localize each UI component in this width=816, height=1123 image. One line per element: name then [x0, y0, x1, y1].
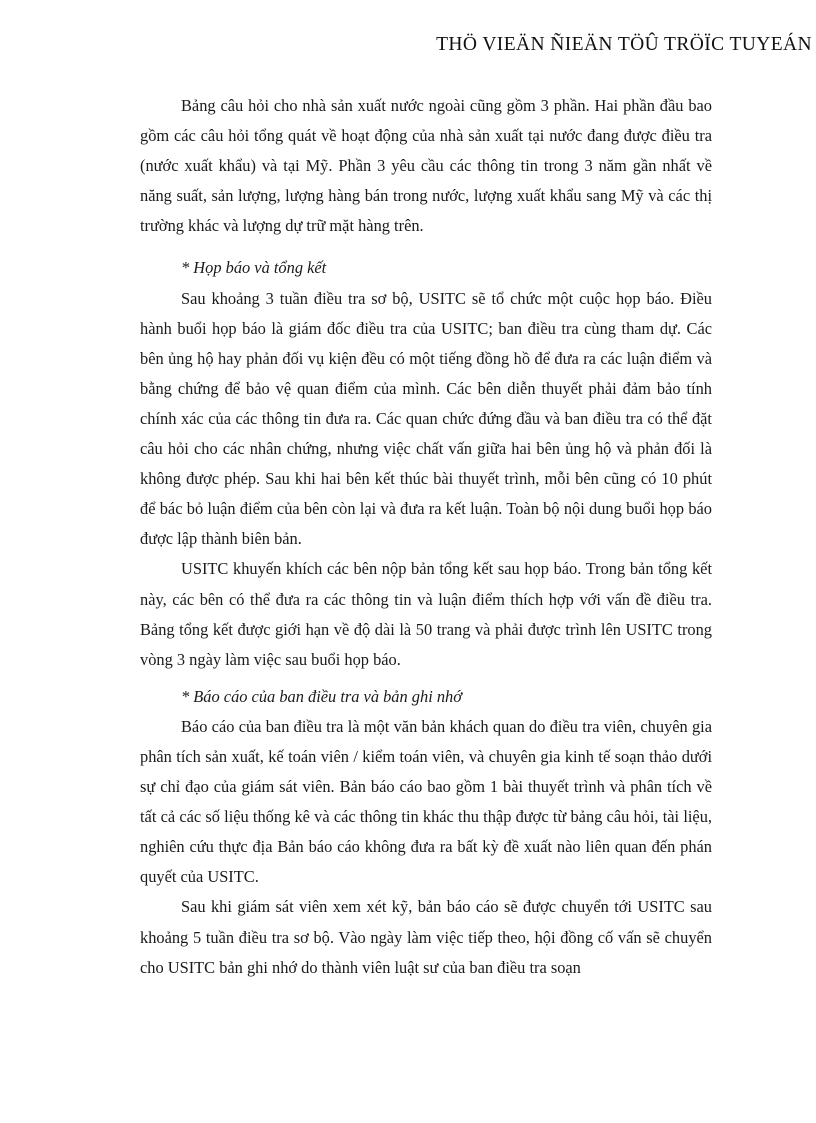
section-heading-press-conference: * Họp báo và tổng kết — [181, 258, 327, 278]
running-header: THÖ VIEÄN ÑIEÄN TÖÛ TRÖÏC TUYEÁN — [436, 34, 812, 55]
paragraph-summary-brief: USITC khuyến khích các bên nộp bản tổng kết sau họp báo. Trong bản tổng kết này, các bên có thể đưa ra các thông tin và luận điểm thích hợp với vấn đề điều tra. Bảng tổng kết được giới hạn về độ dài là 50 trang và phải được trình lên USITC trong vòng 3 ngày làm việc sau buổi họp báo. — [140, 559, 712, 669]
body-text — [140, 91, 712, 983]
paragraph-questionnaire: Bảng câu hỏi cho nhà sản xuất nước ngoài cũng gồm 3 phần. Hai phần đầu bao gồm các câu hỏi tổng quát về hoạt động của nhà sản xuất tại nước đang được điều tra (nước xuất khẩu) và tại Mỹ. Phần 3 yêu cầu các thông tin trong 3 năm gần nhất về năng suất, sản lượng, lượng hàng bán trong nước, lượng xuất khẩu sang Mỹ và các thị trường khác và lượng dự trữ mặt hàng trên. — [140, 96, 712, 236]
paragraph-staff-report: Báo cáo của ban điều tra là một văn bản khách quan do điều tra viên, chuyên gia phân tích sản xuất, kế toán viên / kiểm toán viên, và chuyên gia kinh tế soạn thảo dưới sự chỉ đạo của giám sát viên. Bản báo cáo bao gồm 1 bài thuyết trình và phân tích về tất cả các số liệu thống kê và các thông tin khác thu thập được từ bảng câu hỏi, tài liệu, nghiên cứu thực địa Bản báo cáo không đưa ra bất kỳ đề xuất nào liên quan đến phán quyết của USITC. — [140, 716, 712, 887]
section-heading-staff-report: * Báo cáo của ban điều tra và bản ghi nhớ — [181, 686, 462, 706]
paragraph-memorandum: Sau khi giám sát viên xem xét kỹ, bản báo cáo sẽ được chuyển tới USITC sau khoảng 5 tuần điều tra sơ bộ. Vào ngày làm việc tiếp theo, hội đồng cố vấn sẽ chuyển cho USITC bản ghi nhớ do thành viên luật sư của ban điều tra soạn — [140, 897, 712, 977]
paragraph-press-conference: Sau khoảng 3 tuần điều tra sơ bộ, USITC sẽ tổ chức một cuộc họp báo. Điều hành buổi họp báo là giám đốc điều tra của USITC; ban điều tra cùng tham dự. Các bên ủng hộ hay phản đối vụ kiện đều có một tiếng đồng hồ để đưa ra các luận điểm và bằng chứng để bảo vệ quan điểm của mình. Các bên diễn thuyết phải đảm bảo tính chính xác của các thông tin đưa ra. Các quan chức đứng đầu và ban điều tra có thể đặt câu hỏi cho các nhân chứng, nhưng việc chất vấn giữa hai bên ủng hộ và phản đối là không được phép. Sau khi hai bên kết thúc bài thuyết trình, mỗi bên cũng có 10 phút để bác bỏ luận điểm của bên còn lại và đưa ra kết luận. Toàn bộ nội dung buổi họp báo được lập thành biên bản. — [140, 288, 712, 549]
